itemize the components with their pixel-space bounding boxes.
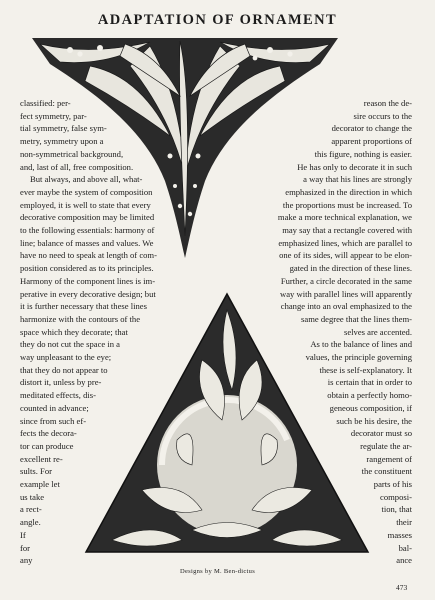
right-text-line: change into an oval emphasized to the: [280, 301, 412, 312]
left-text-line: it is further necessary that these lines: [20, 301, 147, 312]
right-text-line: reason the de-: [363, 98, 412, 108]
left-text-line: space which they decorate; that: [20, 326, 128, 337]
left-text-line: distort it, unless by pre-: [20, 377, 102, 388]
right-text-line: emphasized in the direction in which: [285, 186, 412, 197]
left-text-line: harmonize with the contours of the: [20, 313, 141, 324]
right-text-line: values, the principle governing: [305, 352, 412, 362]
right-text-line: Further, a circle decorated in the same: [280, 275, 412, 286]
right-text-line: ance: [396, 555, 412, 566]
right-text-line: composi-: [380, 491, 412, 502]
right-text-line: geneous composition, if: [329, 402, 412, 413]
right-text-line: these is self-explanatory. It: [319, 364, 412, 375]
left-text-line: they do not cut the space in a: [20, 339, 120, 350]
left-text-line: tial symmetry, false sym-: [20, 123, 107, 134]
right-text-line: may say that a rectangle covered with: [282, 225, 412, 235]
left-text-line: example let: [20, 479, 60, 489]
left-text-line: Harmony of the component lines is im-: [20, 275, 156, 286]
right-text-line: same degree that the lines them-: [301, 313, 412, 324]
right-text-line: one of its sides, will appear to be elon-: [279, 250, 412, 261]
right-text-line: this figure, nothing is easier.: [314, 148, 412, 159]
left-text-line: perative in every decorative design; but: [20, 288, 156, 299]
left-text-line: decorative composition may be limited: [20, 212, 155, 223]
right-text-line: gated in the direction of these lines.: [289, 263, 412, 274]
left-text-line: to the following essentials: harmony of: [20, 225, 155, 235]
left-text-line: way unpleasant to the eye;: [20, 352, 112, 362]
right-text-line: way with parallel lines will apparently: [280, 288, 412, 299]
page-title: ADAPTATION OF ORNAMENT: [97, 12, 338, 28]
left-text-line: non-symmetrical background,: [20, 148, 124, 159]
right-text-line: sire occurs to the: [353, 110, 412, 121]
left-text-line: sults. For: [20, 466, 52, 477]
left-text-line: employed, it is well to state that every: [20, 199, 151, 210]
right-text-line: regulate the ar-: [360, 440, 412, 451]
left-text-line: position considered as to its principles.: [20, 263, 154, 274]
right-text-line: masses: [387, 529, 412, 540]
right-text-line: decorator to change the: [331, 123, 412, 134]
right-text-line: obtain a perfectly homo-: [327, 390, 412, 401]
left-text-line: classified: per-: [20, 98, 71, 108]
left-text-line: for: [20, 542, 31, 553]
right-text-line: a way that his lines are strongly: [303, 174, 412, 185]
right-text-line: is certain that in order to: [327, 377, 412, 388]
left-text-line: us take: [20, 491, 45, 502]
left-text-line: But always, and above all, what-: [30, 174, 143, 185]
right-text-line: rangement of: [366, 453, 412, 464]
left-text-line: fects the decora-: [20, 428, 77, 439]
left-text-line: ever maybe the system of composition: [20, 186, 153, 197]
left-text-line: have no need to speak at length of com-: [20, 250, 157, 261]
right-text-line: apparent proportions of: [331, 136, 412, 147]
figure-caption: Designs by M. Ben-dictus: [179, 568, 256, 575]
right-text-line: make a more technical explanation, we: [277, 212, 412, 223]
right-text-line: bal-: [398, 542, 412, 553]
left-text-line: any: [20, 555, 33, 566]
left-text-line: If: [20, 529, 26, 540]
right-text-line: selves are accented.: [344, 326, 412, 337]
right-text-line: As to the balance of lines and: [310, 339, 412, 350]
right-text-line: tion, that: [381, 504, 412, 515]
left-text-line: angle.: [20, 517, 41, 528]
left-text-line: and, last of all, free composition.: [20, 161, 134, 172]
left-text-line: line; balance of masses and values. We: [20, 237, 154, 248]
left-text-line: a rect-: [20, 504, 42, 515]
left-text-line: meditated effects, dis-: [20, 390, 96, 401]
right-text-line: emphasized lines, which are parallel to: [278, 237, 412, 248]
right-text-line: their: [396, 517, 412, 528]
right-text-line: decorator must so: [350, 428, 412, 439]
left-text-line: tor can produce: [20, 440, 74, 451]
right-text-line: parts of his: [373, 479, 412, 489]
right-text-line: He has only to decorate it in such: [297, 161, 412, 172]
left-text-line: fect symmetry, par-: [20, 110, 87, 121]
right-text-line: the proportions must be increased. To: [282, 199, 412, 210]
left-text-line: metry, symmetry upon a: [20, 136, 104, 147]
left-text-line: counted in advance;: [20, 402, 89, 413]
right-text-line: such be his desire, the: [336, 415, 412, 426]
page-number: 473: [396, 583, 408, 592]
left-text-line: that they do not appear to: [20, 364, 108, 375]
left-text-line: excellent re-: [20, 453, 63, 464]
right-text-line: the constituent: [361, 466, 412, 477]
left-text-line: since from such ef-: [20, 415, 87, 426]
